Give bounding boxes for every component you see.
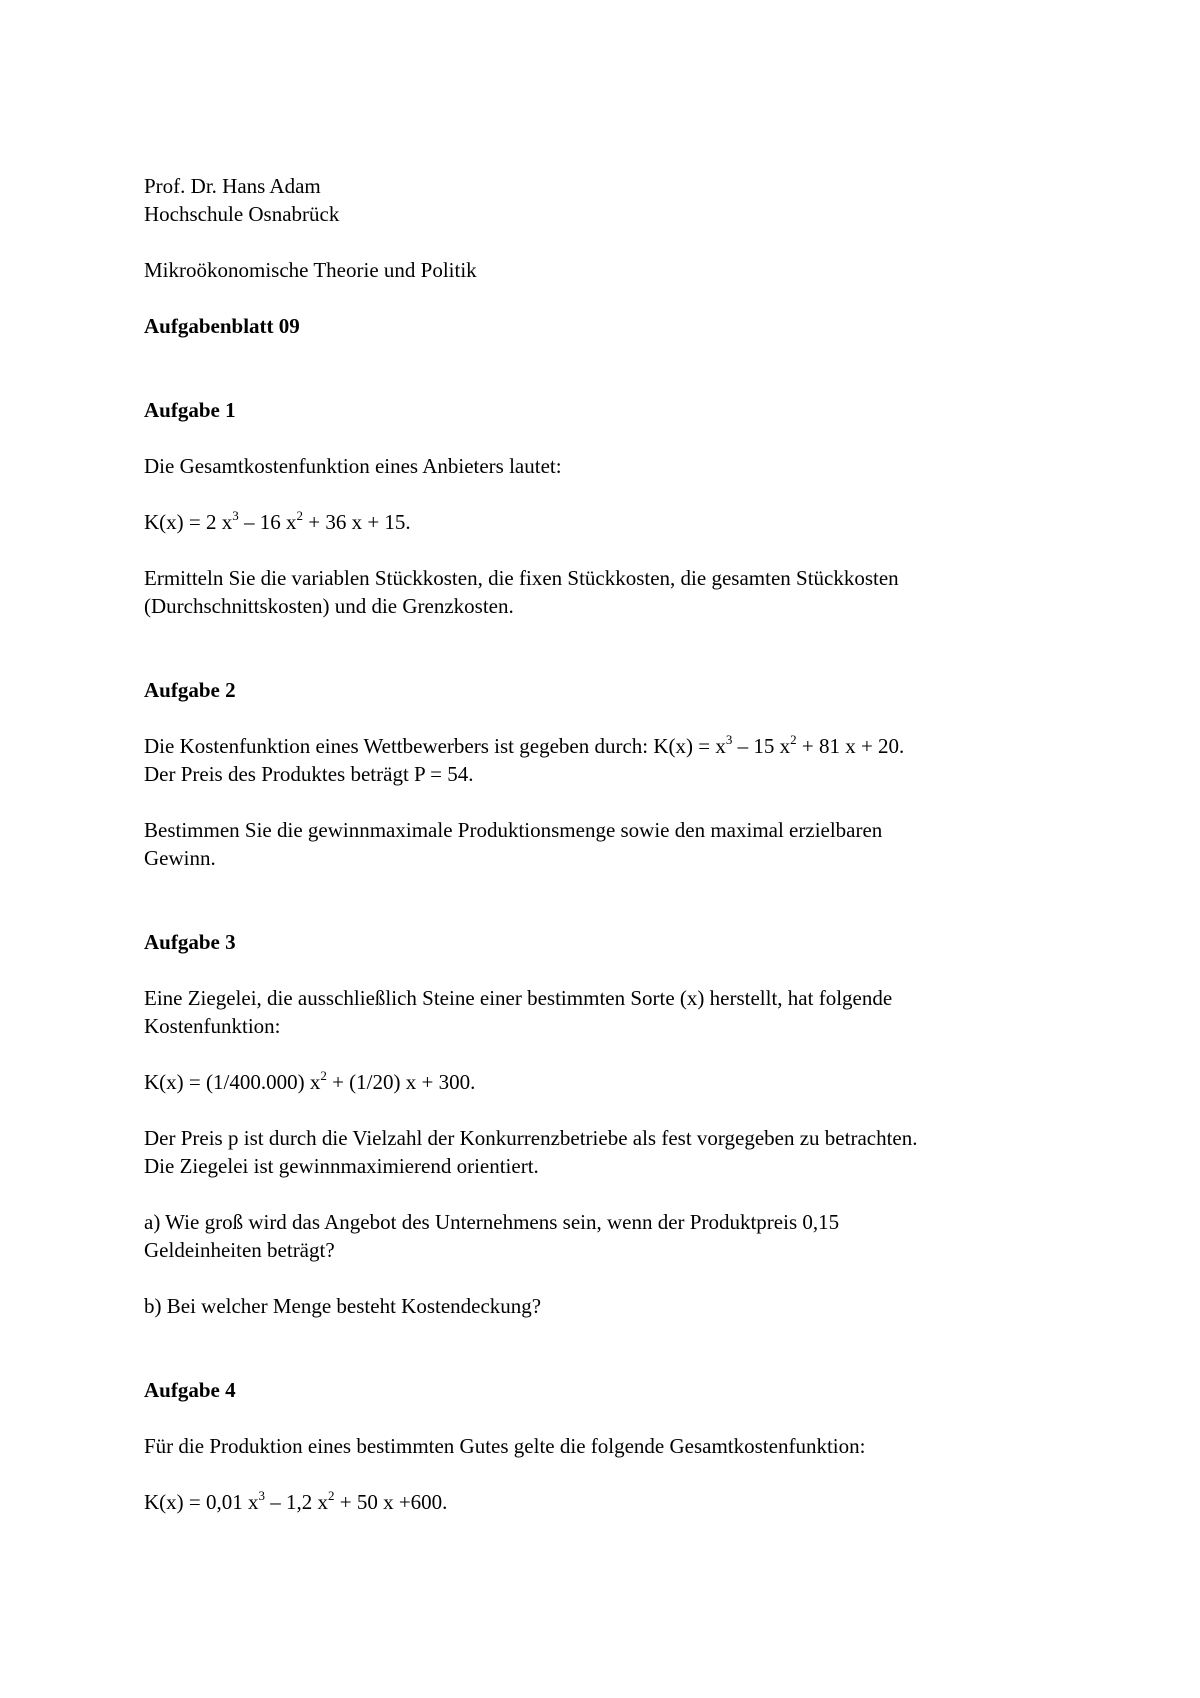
task2-question-line-1: Bestimmen Sie die gewinnmaximale Produktionsmenge sowie den maximal erzielbaren xyxy=(144,818,883,842)
task3-formula xyxy=(144,1068,475,1096)
task2-line-1-part-a: Die Kostenfunktion eines Wettbewerbers ist gegeben durch: K(x) = x xyxy=(144,734,726,758)
course-title: Mikroökonomische Theorie und Politik xyxy=(144,258,477,282)
task1-formula-part-a: K(x) = 2 x xyxy=(144,510,233,534)
task2-line-2: Der Preis des Produktes beträgt P = 54. xyxy=(144,762,474,786)
task2-line-1-exponent-1: 3 xyxy=(725,732,733,747)
task3-text-line-1: Der Preis p ist durch die Vielzahl der Konkurrenzbetriebe als fest vorgegeben zu betrachten. xyxy=(144,1126,918,1150)
task3-intro-line-1: Eine Ziegelei, die ausschließlich Steine einer bestimmten Sorte (x) herstellt, hat folgende xyxy=(144,986,893,1010)
task3-title: Aufgabe 3 xyxy=(144,930,236,954)
institution-name: Hochschule Osnabrück xyxy=(144,202,340,226)
task3-intro-line-2: Kostenfunktion: xyxy=(144,1014,281,1038)
task4-formula-exponent-2: 2 xyxy=(328,1488,335,1503)
task2-title: Aufgabe 2 xyxy=(144,678,236,702)
task1-formula-part-b: – 16 x xyxy=(238,510,297,534)
task1-question-line-1: Ermitteln Sie die variablen Stückkosten, die fixen Stückkosten, die gesamten Stückkosten xyxy=(144,566,899,590)
task2-line-1-part-b: – 15 x xyxy=(732,734,791,758)
task1-formula-part-c: + 36 x + 15. xyxy=(303,510,411,534)
task4-title: Aufgabe 4 xyxy=(144,1378,236,1402)
task3-formula-exponent-1: 2 xyxy=(320,1068,327,1083)
task1-formula xyxy=(144,508,411,536)
task1-intro: Die Gesamtkostenfunktion eines Anbieters lautet: xyxy=(144,454,562,478)
task2-question-line-2: Gewinn. xyxy=(144,846,216,870)
task1-title: Aufgabe 1 xyxy=(144,398,236,422)
task4-formula xyxy=(144,1488,447,1516)
task3-formula-part-a: K(x) = (1/400.000) x xyxy=(144,1070,321,1094)
task2-line-1-exponent-2: 2 xyxy=(790,732,797,747)
sheet-title: Aufgabenblatt 09 xyxy=(144,314,300,338)
task3-question-a-line-2: Geldeinheiten beträgt? xyxy=(144,1238,335,1262)
task1-question-line-2: (Durchschnittskosten) und die Grenzkosten. xyxy=(144,594,514,618)
task4-formula-part-b: – 1,2 x xyxy=(265,1490,328,1514)
task3-formula-part-b: + (1/20) x + 300. xyxy=(326,1070,476,1094)
task3-question-b: b) Bei welcher Menge besteht Kostendeckung? xyxy=(144,1294,542,1318)
author-name: Prof. Dr. Hans Adam xyxy=(144,174,321,198)
task3-question-a-line-1: a) Wie groß wird das Angebot des Unternehmens sein, wenn der Produktpreis 0,15 xyxy=(144,1210,840,1234)
task4-intro: Für die Produktion eines bestimmten Gutes gelte die folgende Gesamtkostenfunktion: xyxy=(144,1434,866,1458)
task3-text-line-2: Die Ziegelei ist gewinnmaximierend orientiert. xyxy=(144,1154,539,1178)
task4-formula-part-a: K(x) = 0,01 x xyxy=(144,1490,259,1514)
task4-formula-exponent-1: 3 xyxy=(258,1488,265,1503)
task2-line-1-part-c: + 81 x + 20. xyxy=(796,734,905,758)
task4-formula-part-c: + 50 x +600. xyxy=(334,1490,448,1514)
task2-line-1 xyxy=(144,732,904,760)
task1-formula-exponent-1: 3 xyxy=(232,508,239,523)
task1-formula-exponent-2: 2 xyxy=(296,508,303,523)
